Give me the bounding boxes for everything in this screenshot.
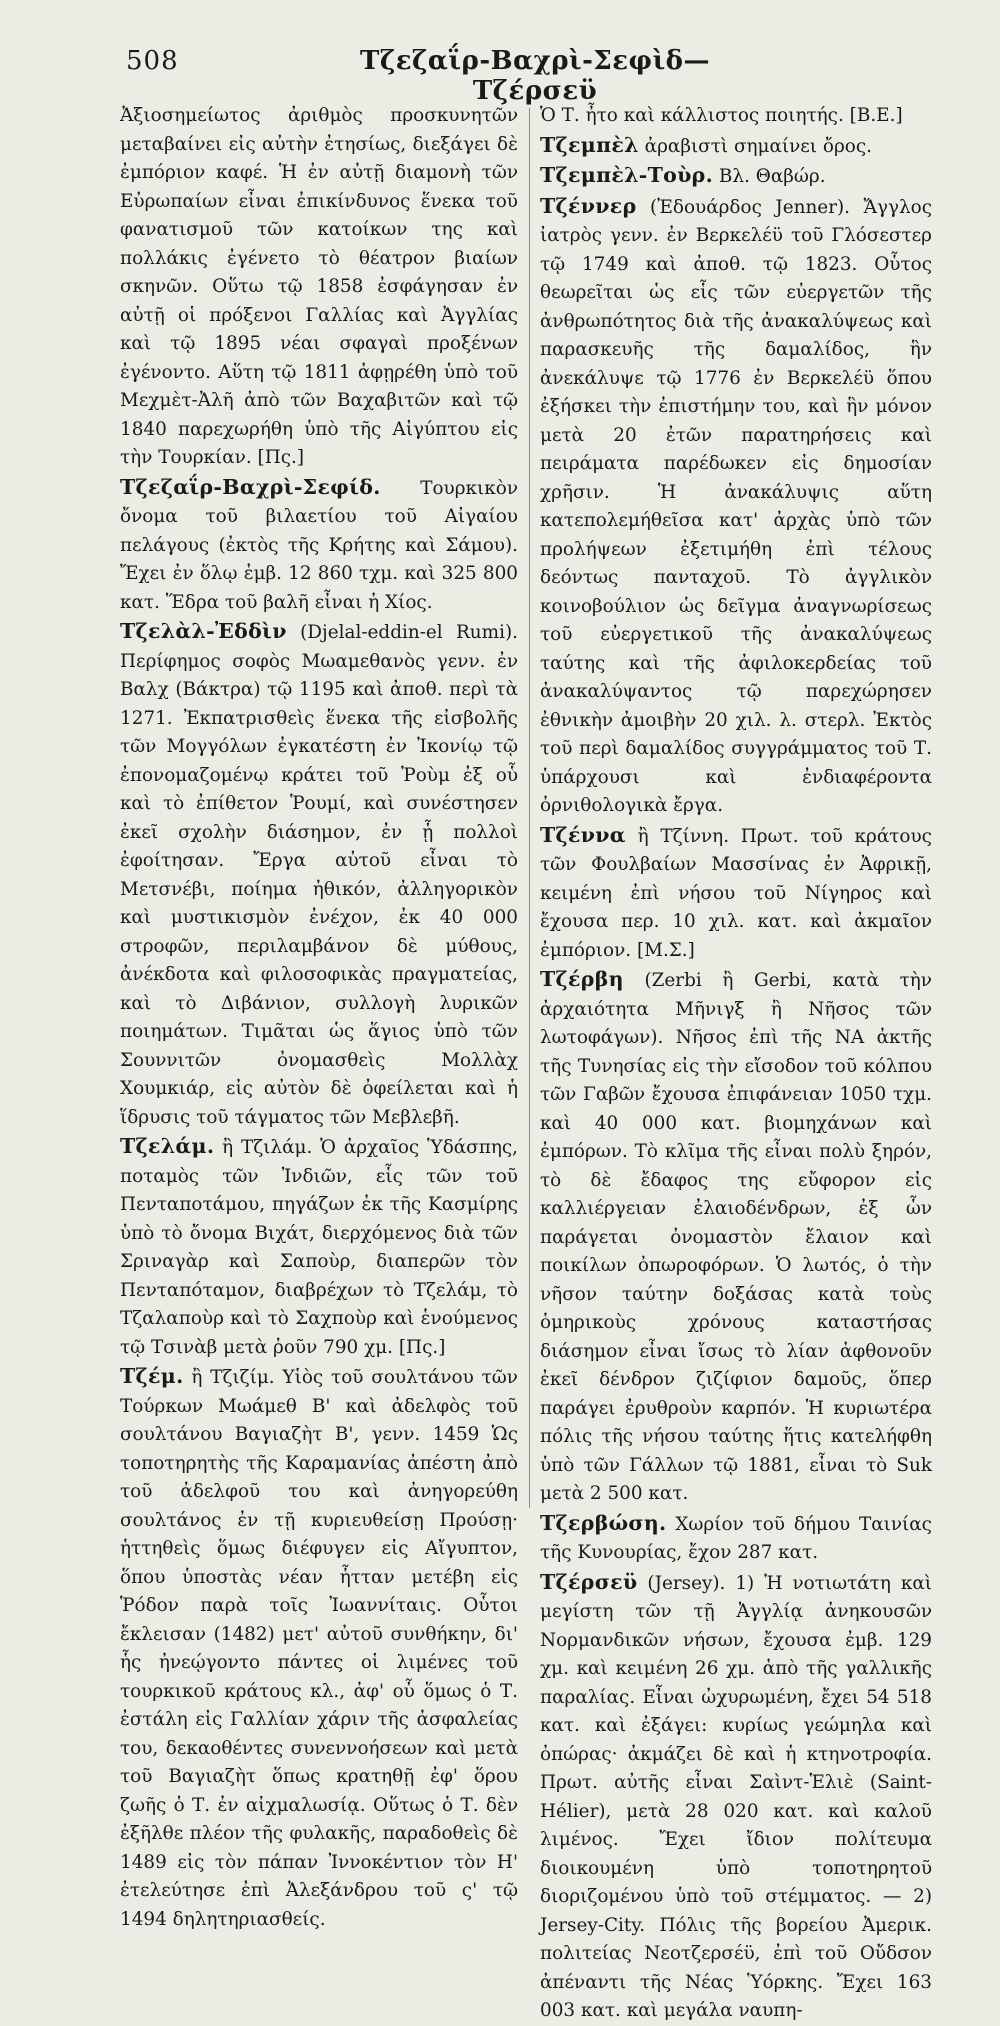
entry: [120, 1362, 518, 1934]
entry-text: (Ἐδουάρδος Jenner). Ἄγγλος ἰατρὸς γενν. ἐν Βερκελέϋ τοῦ Γλόσεστερ τῷ 1749 καὶ ἀποθ. τῷ 1823. Οὗτος θεωρεῖται ὡς εἷς τῶν εὐεργετῶν τῆς ἀνθρωπότητος διὰ τῆς ἀνακαλύψεως καὶ παρασκευῆς τῆς δαμαλίδος, ἣν ἀνεκάλυψε τῷ 1776 ἐν Βερκελέϋ ὅπου ἐξήσκει τὴν ἐπιστήμην του, καὶ ἣν μόνον μετὰ 20 ἐτῶν παρατηρήσεις καὶ πειράματα παρέδωκεν εἰς δημοσίαν χρῆσιν. Ἡ ἀνακάλυψις αὕτη κατεπολεμήθεῖσα κατ' ἀρχὰς ὑπὸ τῶν προλήψεων ἐξετιμήθη ἐπὶ τέλους δεόντως πανταχοῦ. Τὸ ἀγγλικὸν κοινοβούλιον ὡς δεῖγμα ἀναγνωρίσεως τοῦ εὐεργετικοῦ τῆς ἀνακαλύψεως ταύτης καὶ τῆς ἀφιλοκερδείας τοῦ ἀνακαλύψαντος τῷ παρεχώρησεν ἐθνικὴν ἀμοιβὴν 20 χιλ. λ. στερλ. Ἐκτὸς τοῦ περὶ δαμαλίδος συγγράμματος τοῦ Τ. ὑπάρχουσι καὶ ἐνδιαφέροντα ὀρνιθολογικὰ ἔργα.: [540, 196, 932, 816]
page-header: [0, 46, 1000, 106]
entry-headword: Τζέρβη: [540, 967, 624, 991]
entry-text: ἢ Τζίννη. Πρωτ. τοῦ κράτους τῶν Φουλβαίων Μασσίνας ἐν Ἀφρικῇ, κειμένη ἐπὶ νήσου τοῦ Νίγηρος καὶ ἔχουσα περ. 10 χιλ. κατ. καὶ ἀκμαῖον ἐμπόριον. [Μ.Σ.]: [540, 825, 932, 961]
entry-text: Τουρκικὸν ὄνομα τοῦ βιλαετίου τοῦ Αἰγαίου πελάγους (ἐκτὸς τῆς Κρήτης καὶ Σάμου). Ἔχει ἐν ὅλῳ ἐμβ. 12 860 τχμ. καὶ 325 800 κατ. Ἕδρα τοῦ βαλῆ εἶναι ἡ Χίος.: [120, 477, 518, 613]
entry-text: ἢ Τζιλάμ. Ὁ ἀρχαῖος Ὑδάσπης, ποταμὸς τῶν Ἰνδιῶν, εἷς τῶν τοῦ Πενταποτάμου, πηγάζων ἐκ τῆς Κασμίρης ὑπὸ τὸ ὄνομα Βιχάτ, διερχόμενος διὰ τῶν Σριναγὰρ καὶ Σαποὺρ, διαπερῶν τὸν Πενταπόταμον, διαβρέχων τὸ Τζελάμ, τὸ Τζαλαποὺρ καὶ τὸ Σαχποὺρ καὶ ἑνούμενος τῷ Τσινὰβ μετὰ ῥοῦν 790 χμ. [Πς.]: [120, 1137, 518, 1358]
entry-text: ἢ Τζιζίμ. Υἱὸς τοῦ σουλτάνου τῶν Τούρκων Μωάμεθ Β' καὶ ἀδελφὸς τοῦ σουλτάνου Βαγιαζὴτ Β', γενν. 1459 Ὡς τοποτηρητὴς τῆς Καραμανίας ἀπέστη ἀπὸ τοῦ ἀδελφοῦ του καὶ ἀνηγορεύθη σουλτάνος ἐν τῇ κυριευθείσῃ Προύσῃ· ἡττηθεὶς ὅμως διέφυγεν εἰς Αἴγυπτον, ὅπου ὑποστὰς νέαν ἧτταν μετέβη εἰς Ῥόδον παρὰ τοῖς Ἰωαννίταις. Οὗτοι ἔκλεισαν (1482) μετ' αὐτοῦ συνθήκην, δι' ἧς ἠνεῴγοντο πάντες οἱ λιμένες τοῦ τουρκικοῦ κράτους κλ., ἀφ' οὗ ὅμως ὁ Τ. ἐστάλη εἰς Γαλλίαν χάριν τῆς ἀσφαλείας του, δεκαοθέντες συνεννοήσεων καὶ μετὰ τοῦ Βαγιαζὴτ ὅπως κρατηθῇ ἐφ' ὅρου ζωῆς ὁ Τ. ἐν αἰχμαλωσίᾳ. Οὕτως ὁ Τ. δὲν ἐξῆλθε πλέον τῆς φυλακῆς, παραδοθεὶς δὲ 1489 εἰς τὸν πάπαν Ἰννοκέντιον τὸν Η' ἐτελεύτησε ἐπὶ Ἀλεξάνδρου τοῦ ς' τῷ 1494 δηλητηριασθείς.: [120, 1367, 518, 1930]
left-column: [120, 100, 518, 1930]
entry: [540, 100, 932, 131]
entry-headword: Τζέννερ: [540, 193, 637, 218]
entry-text: Ἀξιοσημείωτος ἀριθμὸς προσκυνητῶν μεταβαίνει εἰς αὐτὴν ἐτησίως, διεξάγει δὲ ἐμπόριον καφέ. Ἡ ἐν αὐτῇ διαμονὴ τῶν Εὐρωπαίων εἶναι ἐπικίνδυνος ἕνεκα τοῦ φανατισμοῦ τῶν κατοίκων της καὶ πολλάκις ἐγένετο τὸ θέατρον βιαίων σκηνῶν. Οὕτω τῷ 1858 ἐσφάγησαν ἐν αὐτῇ οἱ πρόξενοι Γαλλίας καὶ Ἀγγλίας καὶ τῷ 1895 νέαι σφαγαὶ προξένων ἐγένοντο. Αὕτη τῷ 1811 ἀφῃρέθη ὑπὸ τοῦ Μεχμὲτ-Ἀλῆ ἀπὸ τῶν Βαχαβιτῶν καὶ τῷ 1840 παρεχωρήθη ὑπὸ τῆς Αἰγύπτου εἰς τὴν Τουρκίαν. [Πς.]: [120, 105, 518, 468]
entry-headword: Τζερβώση.: [540, 1510, 667, 1535]
entry: [540, 821, 932, 966]
page-number: 508: [126, 46, 179, 76]
entry-headword: Τζελάμ.: [120, 1134, 215, 1158]
entry-headword: Τζελὰλ-Ἐδδὶν: [120, 619, 287, 643]
entry: [120, 100, 518, 473]
entry: [120, 473, 518, 618]
entry-text: (Djelal-eddin-el Rumi). Περίφημος σοφὸς Μωαμεθανὸς γενν. ἐν Βαλχ (Βάκτρα) τῷ 1195 καὶ ἀποθ. περὶ τὰ 1271. Ἐκπατρισθεὶς ἕνεκα τῆς εἰσβολῆς τῶν Μογγόλων ἐγκατέστη ἐν Ἰκονίῳ τῷ ἐπονομαζομένῳ κράτει τοῦ Ῥοὺμ ἐξ οὗ καὶ τὸ ἐπίθετον Ῥουμί, καὶ συνέστησεν ἐκεῖ σχολὴν διάσημον, ἐν ᾗ πολλοὶ ἐφοίτησαν. Ἔργα αὐτοῦ εἶναι τὸ Μετσνέβι, ποίημα ἠθικόν, ἀλληγορικὸν καὶ μυστικισμὸν ἐνέχον, ἐκ 40 000 στροφῶν, περιλαμβάνον δὲ μύθους, ἀνέκδοτα καὶ φιλοσοφικὰς πραγματείας, καὶ τὸ Διβάνιον, συλλογὴ λυρικῶν ποιημάτων. Τιμᾶται ὡς ἅγιος ὑπὸ τῶν Σουννιτῶν ὀνομασθεὶς Μολλὰχ Χουμκιάρ, εἰς αὐτὸν δὲ ὀφείλεται καὶ ἡ ἵδρυσις τοῦ τάγματος τῶν Μεβλεβῆ.: [120, 622, 518, 1128]
entry: [540, 192, 932, 821]
column-divider: [529, 108, 530, 1508]
right-column: [540, 100, 932, 2021]
entry-headword: Τζέννα: [540, 822, 626, 847]
entry-headword: Τζέρσεϋ: [540, 1569, 638, 1594]
entry-text: ἀραβιστὶ σημαίνει ὄρος.: [644, 135, 872, 157]
entry-headword: Τζέμ.: [120, 1364, 184, 1388]
entry: [120, 1132, 518, 1362]
entry-text: (Jersey). 1) Ἡ νοτιωτάτη καὶ μεγίστη τῶν τῇ Ἀγγλίᾳ ἀνηκουσῶν Νορμανδικῶν νήσων, ἔχουσα ἐμβ. 129 χμ. καὶ κειμένη 26 χμ. ἀπὸ τῆς γαλλικῆς παραλίας. Εἶναι ὠχυρωμένη, ἔχει 54 518 κατ. καὶ ἐξάγει: κυρίως γεώμηλα καὶ ὀπώρας· ἀκμάζει δὲ καὶ ἡ κτηνοτροφία. Πρωτ. αὐτῆς εἶναι Σαὶντ-Ἑλιὲ (Saint-Hélier), μετὰ 28 020 κατ. καὶ καλοῦ λιμένος. Ἔχει ἴδιον πολίτευμα διοικουμένη ὑπὸ τοποτηρητοῦ διοριζομένου ὑπὸ τοῦ στέμματος. — 2) Jersey-City. Πόλις τῆς βορείου Ἀμερικ. πολιτείας Νεοτζερσέϋ, ἐπὶ τοῦ Οὔδσον ἀπέναντι τῆς Νέας Ὑόρκης. Ἔχει 163 003 κατ. καὶ μεγάλα ναυπη-: [540, 1572, 932, 2021]
entry-headword: Τζεζαΐρ-Βαχρὶ-Σεφίδ.: [120, 474, 381, 499]
entry-text: Ὁ Τ. ἦτο καὶ κάλλιστος ποιητής. [Β.Ε.]: [540, 105, 903, 126]
entry-headword: Τζεμπὲλ: [540, 132, 639, 157]
running-head: Τζεζαΐρ-Βαχρὶ-Σεφὶδ—Τζέρσεϋ: [359, 46, 710, 106]
entry-text: Χωρίον τοῦ δήμου Ταινίας τῆς Κυνουρίας, ἔχον 287 κατ.: [540, 1513, 932, 1563]
entry: [540, 1509, 932, 1568]
entry-text: Βλ. Θαβώρ.: [718, 166, 826, 187]
entry: [120, 617, 518, 1132]
entry: [540, 131, 932, 162]
entry-headword: Τζεμπὲλ-Τοὺρ.: [540, 163, 714, 187]
entry-text: (Zerbi ἢ Gerbi, κατὰ τὴν ἀρχαιότητα Μῆνιγξ ἢ Νῆσος τῶν λωτοφάγων). Νῆσος ἐπὶ τῆς ΝΑ ἀκτῆς τῆς Τυνησίας εἰς τὴν εἴσοδον τοῦ κόλπου τῶν Γαβῶν ἔχουσα ἐπιφάνειαν 1050 τχμ. καὶ 40 000 κατ. βιομηχάνων καὶ ἐμπόρων. Τὸ κλῖμα τῆς εἶναι πολὺ ξηρόν, τὸ δὲ ἔδαφος της εὔφορον εἰς καλλιέργειαν ἐλαιοδένδρων, ἐξ ὧν παράγεται ὀνομαστὸν ἔλαιον καὶ ποικίλων ὀπωροφόρων. Ὁ λωτός, ὁ τὴν νῆσον ταύτην δοξάσας κατὰ τοὺς ὁμηρικοὺς χρόνους καταστήσας διάσημον εἶναι ἴσως τὸ λίαν ἀφθονοῦν ἐκεῖ δένδρον ζιζίφιον δαμοῦς, ὅπερ παράγει ἐρυθροὺν καρπόν. Ἡ κυριωτέρα πόλις τῆς νήσου ταύτης ἥτις κατελήφθη ὑπὸ τῶν Γάλλων τῷ 1881, εἶναι τὸ Suk μετὰ 2 500 κατ.: [540, 970, 932, 1504]
entry: [540, 965, 932, 1509]
entry: [540, 161, 932, 192]
entry: [540, 1568, 932, 2026]
